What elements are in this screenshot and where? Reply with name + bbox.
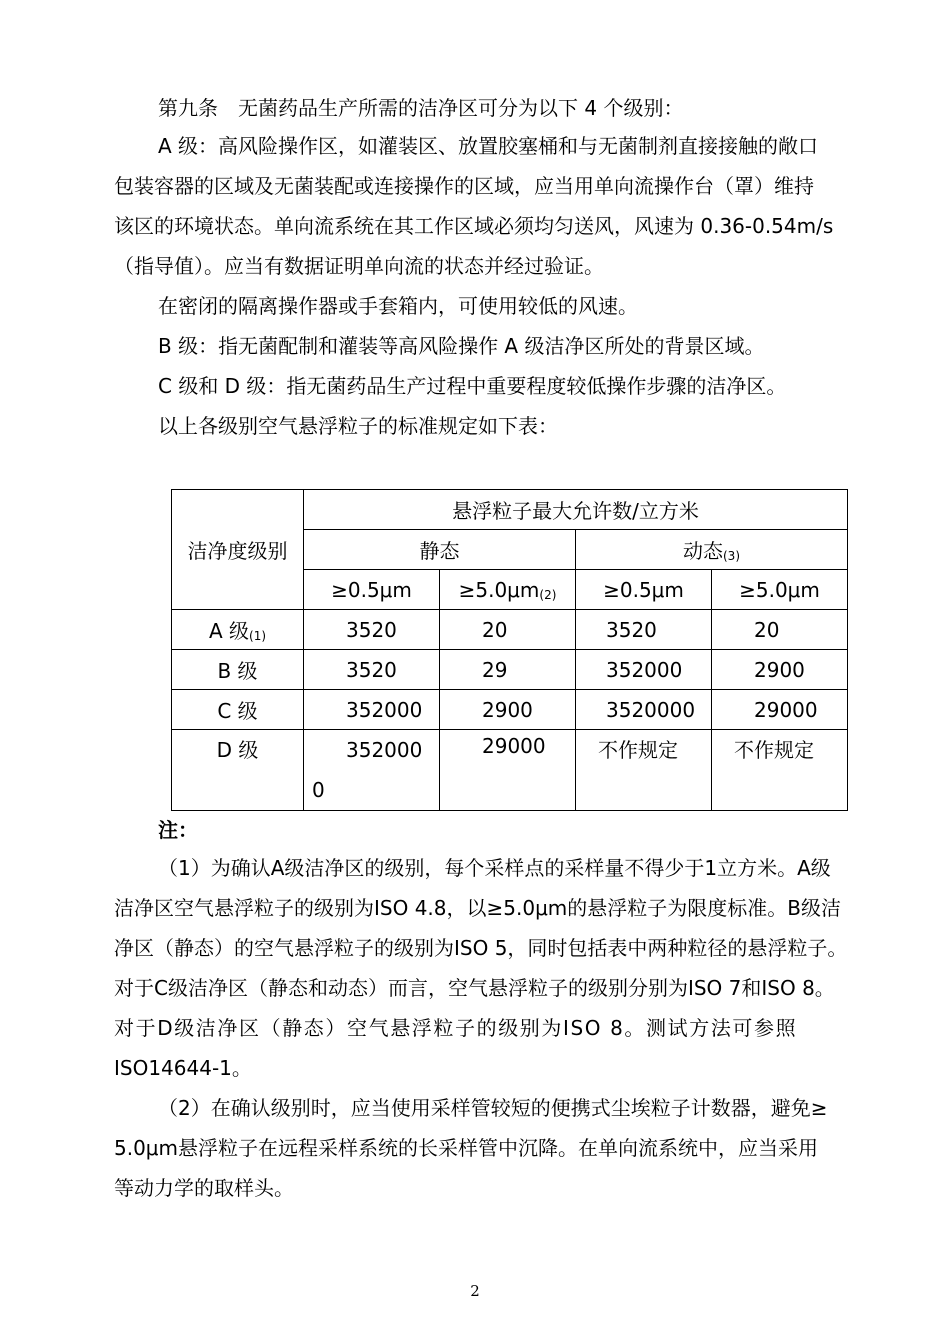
static-50-cell: 29000	[440, 730, 576, 811]
note1-line6: ISO14644-1。	[114, 1056, 252, 1080]
paragraph-grade-a-line3: 该区的环境状态。单向流系统在其工作区域必须均匀送风，风速为 0.36-0.54m/s	[114, 214, 834, 238]
paragraph-grade-b: B 级：指无菌配制和灌装等高风险操作 A 级洁净区所处的背景区域。	[158, 334, 765, 358]
paragraph-grade-a-line4: （指导值）。应当有数据证明单向流的状态并经过验证。	[114, 254, 604, 278]
grade-footnote: (1)	[249, 629, 267, 643]
paragraph-article-nine: 第九条 无菌药品生产所需的洁净区可分为以下 4 个级别：	[158, 96, 684, 120]
note2-line1: （2）在确认级别时，应当使用采样管较短的便携式尘埃粒子计数器，避免≥	[158, 1096, 828, 1120]
dynamic-05-cell: 3520	[576, 610, 712, 650]
static-05-cell: 3520	[304, 650, 440, 690]
paragraph-isolator: 在密闭的隔离操作器或手套箱内，可使用较低的风速。	[158, 294, 638, 318]
page-number: 2	[470, 1282, 480, 1300]
dynamic-footnote: (3)	[723, 549, 740, 563]
dynamic-header-cell	[576, 530, 848, 570]
grade-cell	[172, 610, 304, 650]
table-row	[172, 610, 848, 650]
static-header-cell: 静态	[304, 530, 576, 570]
static-05-cell	[304, 730, 440, 811]
note1-line1: （1）为确认A级洁净区的级别，每个采样点的采样量不得少于1立方米。A级	[158, 856, 831, 880]
static-size-05-cell: ≥0.5μm	[304, 570, 440, 610]
dynamic-05-cell: 不作规定	[576, 730, 712, 811]
note2-line2: 5.0μm悬浮粒子在远程采样系统的长采样管中沉降。在单向流系统中，应当采用	[114, 1136, 819, 1160]
table-row	[172, 690, 848, 730]
static-50-cell: 20	[440, 610, 576, 650]
table-row	[172, 650, 848, 690]
note1-line5: 对于D级洁净区（静态）空气悬浮粒子的级别为ISO 8。测试方法可参照	[114, 1016, 798, 1040]
static-50-cell: 2900	[440, 690, 576, 730]
dynamic-50-cell: 不作规定	[712, 730, 848, 811]
note2-line3: 等动力学的取样头。	[114, 1176, 294, 1200]
grade-cell: D 级	[172, 730, 304, 811]
max-count-header-cell: 悬浮粒子最大允许数/立方米	[304, 490, 848, 530]
table-row	[172, 730, 848, 811]
paragraph-grade-a-line2: 包装容器的区域及无菌装配或连接操作的区域，应当用单向流操作台（罩）维持	[114, 174, 814, 198]
static-size-50-label: ≥5.0μm	[458, 577, 540, 602]
note1-line4: 对于C级洁净区（静态和动态）而言，空气悬浮粒子的级别分别为ISO 7和ISO 8。	[114, 976, 835, 1000]
dynamic-size-50-cell: ≥5.0μm	[712, 570, 848, 610]
static-05-value-wrap: 0	[312, 778, 325, 802]
dynamic-50-cell: 29000	[712, 690, 848, 730]
dynamic-05-cell: 3520000	[576, 690, 712, 730]
note1-line3: 净区（静态）的空气悬浮粒子的级别为ISO 5，同时包括表中两种粒径的悬浮粒子。	[114, 936, 848, 960]
grade-cell: B 级	[172, 650, 304, 690]
dynamic-size-05-cell: ≥0.5μm	[576, 570, 712, 610]
paragraph-table-intro: 以上各级别空气悬浮粒子的标准规定如下表：	[158, 414, 558, 438]
particle-limits-table	[171, 489, 848, 811]
static-50-cell: 29	[440, 650, 576, 690]
grade-header-cell: 洁净度级别	[172, 490, 304, 610]
grade-cell: C 级	[172, 690, 304, 730]
dynamic-label: 动态	[683, 539, 723, 563]
paragraph-grade-c-d: C 级和 D 级：指无菌药品生产过程中重要程度较低操作步骤的洁净区。	[158, 374, 787, 398]
dynamic-50-cell: 20	[712, 610, 848, 650]
grade-label: A 级	[208, 619, 250, 643]
note1-line2: 洁净区空气悬浮粒子的级别为ISO 4.8，以≥5.0μm的悬浮粒子为限度标准。B级洁	[114, 896, 841, 920]
static-size-50-cell	[440, 570, 576, 610]
static-size-50-footnote: (2)	[539, 587, 557, 602]
static-05-cell: 352000	[304, 690, 440, 730]
dynamic-05-cell: 352000	[576, 650, 712, 690]
static-05-value: 352000	[346, 738, 423, 762]
paragraph-grade-a-line1: A 级：高风险操作区，如灌装区、放置胶塞桶和与无菌制剂直接接触的敞口	[158, 134, 819, 158]
notes-title: 注：	[158, 818, 198, 842]
table-header-row	[172, 490, 848, 530]
dynamic-50-cell: 2900	[712, 650, 848, 690]
static-05-cell: 3520	[304, 610, 440, 650]
